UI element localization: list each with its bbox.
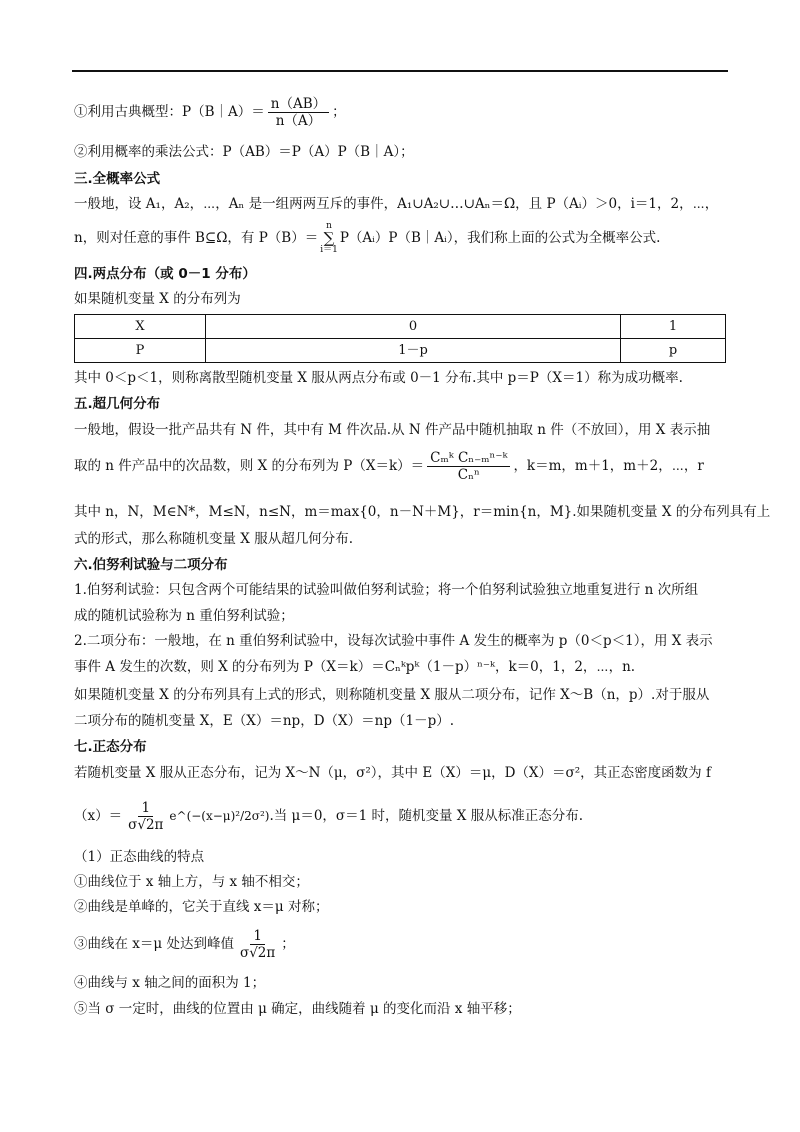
fraction	[268, 96, 329, 129]
numerator: n（AB）	[268, 96, 329, 113]
binomial-text-2: 如果随机变量 X 的分布列具有上式的形式，则称随机变量 X 服从二项分布，记作 X～B（n，p）.对于服从	[74, 687, 710, 703]
feature-1: ①曲线位于 x 轴上方，与 x 轴不相交；	[74, 874, 309, 890]
bernoulli-text-1: 1.伯努利试验：只包含两个可能结果的试验叫做伯努利试验；将一个伯努利试验独立地重复进行 n 次所组	[74, 582, 699, 598]
denominator: Cₙⁿ	[457, 467, 480, 484]
binomial-text-1: 2.二项分布：一般地，在 n 重伯努利试验中，设每次试验中事件 A 发生的概率为 p（0＜p＜1），用 X 表示	[74, 633, 713, 649]
exponential-term: e^(−(x−μ)²/2σ²)	[169, 809, 270, 824]
table-cell: X	[75, 315, 206, 339]
feature-3	[74, 928, 730, 961]
section-heading-5: 五.超几何分布	[74, 396, 161, 412]
text: 取的 n 件产品中的次品数，则 X 的分布列为 P（X＝k）＝	[74, 458, 425, 475]
hypergeometric-text-3: 式的形式，那么称随机变量 X 服从超几何分布.	[74, 531, 353, 547]
section-heading-4: 四.两点分布（或 0－1 分布）	[74, 266, 256, 282]
text: ，k＝m，m＋1，m＋2，⋯，r	[513, 458, 704, 475]
table-cell: p	[621, 339, 726, 363]
text: （x）＝	[74, 808, 123, 825]
sigma-symbol: ∑	[323, 229, 335, 247]
fraction	[125, 800, 166, 833]
table-row	[75, 315, 726, 339]
binomial-formula: 事件 A 发生的次数，则 X 的分布列为 P（X＝k）＝Cₙᵏpᵏ（1－p）ⁿ⁻ᵏ，k＝0，1，2，⋯，n.	[74, 659, 636, 675]
fraction	[427, 450, 510, 483]
denominator: σ√2π	[128, 817, 164, 834]
table-cell: P	[75, 339, 206, 363]
hypergeometric-text-2: 其中 n，N，M∈N*，M≤N，n≤N，m＝max{0，n－N＋M}，r＝min{n，M}.如果随机变量 X 的分布列具有上	[74, 504, 771, 520]
text: P（Aᵢ）P（B｜Aᵢ），我们称上面的公式为全概率公式.	[339, 230, 661, 246]
binomial-text-3: 二项分布的随机变量 X，E（X）＝np，D（X）＝np（1－p）.	[74, 713, 454, 729]
table-cell: 0	[206, 315, 621, 339]
text: ①利用古典概型：P（B｜A）＝	[74, 104, 265, 121]
hypergeometric-formula	[74, 450, 730, 483]
denominator: n（A）	[275, 113, 322, 130]
feature-5: ⑤当 σ 一定时，曲线的位置由 μ 确定，曲线随着 μ 的变化而沿 x 轴平移；	[74, 1001, 521, 1017]
normal-text-1: 若随机变量 X 服从正态分布，记为 X～N（μ，σ²），其中 E（X）＝μ，D（X）＝σ²，其正态密度函数为 f	[74, 765, 711, 781]
table-cell: 1－p	[206, 339, 621, 363]
numerator: 1	[138, 800, 153, 817]
text: ③曲线在 x＝μ 处达到峰值	[74, 936, 234, 953]
total-prob-text-2	[74, 222, 730, 255]
hypergeometric-text-1: 一般地，假设一批产品共有 N 件，其中有 M 件次品.从 N 件产品中随机抽取 n 件（不放回），用 X 表示抽	[74, 422, 711, 438]
normal-curve-features-heading: （1）正态曲线的特点	[74, 849, 205, 865]
top-rule	[72, 70, 728, 72]
table-row	[75, 339, 726, 363]
bernoulli-text-2: 成的随机试验称为 n 重伯努利试验；	[74, 608, 294, 624]
numerator: Cₘᵏ Cₙ₋ₘⁿ⁻ᵏ	[427, 450, 510, 467]
section-heading-6: 六.伯努利试验与二项分布	[74, 557, 228, 573]
feature-4: ④曲线与 x 轴之间的面积为 1；	[74, 975, 266, 991]
normal-density-formula	[74, 800, 730, 833]
table-cell: 1	[621, 315, 726, 339]
numerator: 1	[250, 928, 265, 945]
two-point-note: 其中 0＜p＜1，则称离散型随机变量 X 服从两点分布或 0－1 分布.其中 p＝P（X＝1）称为成功概率.	[74, 370, 683, 386]
denominator: σ√2π	[239, 945, 276, 962]
total-prob-text-1: 一般地，设 A₁，A₂，⋯，Aₙ 是一组两两互斥的事件，A₁∪A₂∪…∪Aₙ＝Ω，且 P（Aᵢ）＞0，i＝1，2，⋯，	[74, 196, 719, 212]
text: ；	[332, 104, 346, 121]
summation	[320, 222, 338, 255]
sum-upper: n	[326, 221, 332, 231]
two-point-distribution-table	[74, 314, 726, 363]
multiplication-formula: ②利用概率的乘法公式：P（AB）＝P（A）P（B｜A）；	[74, 144, 414, 160]
feature-2: ②曲线是单峰的，它关于直线 x＝μ 对称；	[74, 899, 329, 915]
sum-lower: i＝1	[320, 245, 338, 255]
conditional-prob-classical	[74, 96, 730, 129]
section-heading-7: 七.正态分布	[74, 739, 147, 755]
fraction	[237, 928, 278, 961]
text: ；	[281, 936, 295, 953]
distribution-intro: 如果随机变量 X 的分布列为	[74, 291, 241, 307]
text: .当 μ＝0，σ＝1 时，随机变量 X 服从标准正态分布.	[269, 808, 583, 825]
section-heading-3: 三.全概率公式	[74, 171, 161, 187]
text: n，则对任意的事件 B⊆Ω，有 P（B）＝	[74, 230, 319, 246]
